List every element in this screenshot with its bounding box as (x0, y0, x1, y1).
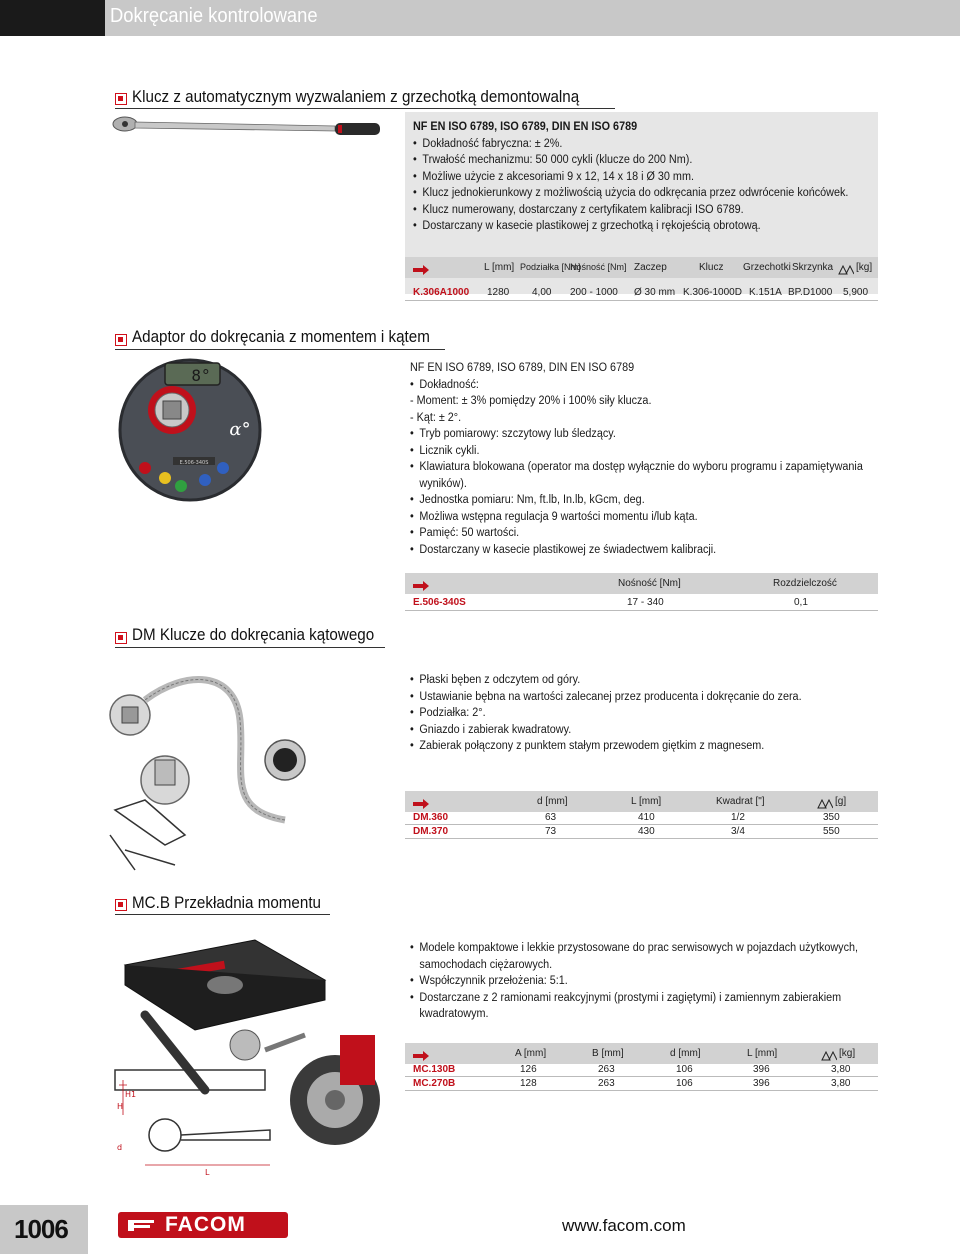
product-ref: K.306A1000 (413, 287, 470, 298)
spec-line: • Dostarczany w kasecie plastikowej ze świadectwem kalibracji. (410, 542, 880, 559)
col-header: [kg] (856, 262, 873, 273)
section-square-icon (115, 632, 127, 644)
spec-line: • Ustawianie bębna na wartości zalecanej przez producenta i dokręcanie do zera. (410, 689, 880, 706)
spec-line: • Klucz jednokierunkowy z możliwością użycia do odkręcania przez odwrócenie końcówek. (413, 185, 883, 202)
spec-list-4 (410, 940, 880, 1023)
arrow-icon (413, 262, 429, 272)
dim-label: L (205, 1168, 210, 1177)
row-divider (405, 824, 878, 825)
dim-label: H1 (125, 1090, 137, 1099)
table-cell: K.151A (749, 287, 782, 298)
col-header: Zaczep (634, 262, 667, 273)
table-cell: 1/2 (731, 812, 745, 823)
page-title: Dokręcanie kontrolowane (110, 5, 318, 27)
spec-line: - Kąt: ± 2°. (410, 411, 462, 424)
table-cell: 3,80 (831, 1064, 851, 1075)
torque-wrench-image (105, 110, 405, 150)
col-header: [kg] (839, 1048, 856, 1059)
spec-line: • Gniazdo i zabierak kwadratowy. (410, 722, 880, 739)
section-square-icon (115, 93, 127, 105)
page-number: 1006 (14, 1214, 68, 1244)
product-ref: DM.360 (413, 812, 449, 823)
table-cell: 200 - 1000 (570, 287, 618, 298)
section-square-icon (115, 334, 127, 346)
col-header: Skrzynka (792, 262, 834, 273)
spec-line: • Zabierak połączony z punktem stałym przewodem giętkim z magnesem. (410, 738, 880, 755)
table-cell: 106 (676, 1078, 693, 1089)
table-cell: 3/4 (731, 826, 745, 837)
table-cell: 106 (676, 1064, 693, 1075)
table-cell: 1280 (487, 287, 510, 298)
col-header: d [mm] (670, 1048, 701, 1059)
spec-list-2 (410, 360, 880, 558)
col-header: Nośność [Nm] (570, 262, 627, 272)
spec-line: • Możliwa wstępna regulacja 9 wartości momentu i/lub kąta. (410, 509, 880, 526)
section-underline (115, 108, 615, 109)
arrow-icon (413, 1048, 429, 1058)
table-cell: 0,1 (794, 597, 808, 608)
col-header: Rozdzielczość (773, 578, 837, 589)
section-title-torque-angle-adaptor: Adaptor do dokręcania z momentem i kątem (132, 328, 430, 346)
row-divider (405, 300, 878, 301)
angle-wrench-image (105, 660, 335, 880)
table-cell: 263 (598, 1078, 615, 1089)
table-cell: 550 (823, 826, 840, 837)
row-divider (405, 1090, 878, 1091)
table-cell: 126 (520, 1064, 537, 1075)
col-header: A [mm] (515, 1048, 547, 1059)
spec-line: • Klucz numerowany, dostarczany z certyfikatem kalibracji ISO 6789. (413, 202, 883, 219)
display-readout: 8° (191, 366, 211, 385)
row-divider (405, 838, 878, 839)
spec-line: wyników). (419, 477, 467, 490)
spec-line: • Modele kompaktowe i lekkie przystosowane do prac serwisowych w pojazdach użytkowych, (410, 940, 880, 957)
spec-line: NF EN ISO 6789, ISO 6789, DIN EN ISO 6789 (410, 362, 635, 374)
table-cell: K.306-1000D (683, 287, 742, 298)
section-underline (115, 914, 330, 915)
spec-line: kwadratowym. (419, 1008, 489, 1020)
product-ref: MC.270B (413, 1078, 456, 1089)
col-header: Grzechotki (743, 262, 791, 273)
table-cell: 17 - 340 (627, 597, 664, 608)
table-cell: 350 (823, 812, 840, 823)
spec-list-1 (413, 119, 883, 235)
table-cell: 5,900 (843, 287, 869, 298)
arrow-icon (413, 796, 429, 806)
product-ref: DM.370 (413, 826, 449, 837)
spec-line: • Możliwe użycie z akcesoriami 9 x 12, 14 x 18 i Ø 30 mm. (413, 169, 883, 186)
spec-line: • Dokładność fabryczna: ± 2%. (413, 136, 883, 153)
row-divider (405, 610, 878, 611)
facom-logo-icon (126, 1218, 158, 1237)
spec-line: • Licznik cykli. (410, 443, 880, 460)
spec-line: • Dostarczany w kasecie plastikowej z grzechotką i rękojeścią obrotową. (413, 218, 883, 235)
section-underline (115, 349, 445, 350)
table-cell: 396 (753, 1078, 770, 1089)
col-header: Klucz (699, 262, 724, 273)
table-header-4 (405, 1043, 878, 1064)
section-title-ratchet-wrench: Klucz z automatycznym wyzwalaniem z grzechotką demontowalną (132, 88, 580, 106)
spec-line: • Klawiatura blokowana (operator ma dostęp wyłącznie do wyboru programu i zapamiętywania (410, 459, 880, 476)
col-header: B [mm] (592, 1048, 624, 1059)
website-link[interactable]: www.facom.com (562, 1216, 686, 1235)
table-cell: 4,00 (532, 287, 552, 298)
spec-line: • Tryb pomiarowy: szczytowy lub śledzący. (410, 426, 880, 443)
digital-adaptor-image (115, 355, 265, 505)
product-ref: MC.130B (413, 1064, 456, 1075)
dim-label: d (117, 1143, 123, 1152)
col-header: L [mm] (747, 1048, 778, 1059)
col-header: L [mm] (484, 262, 515, 273)
spec-line: • Trwałość mechanizmu: 50 000 cykli (klucze do 200 Nm). (413, 152, 883, 169)
spec-line: • Podziałka: 2°. (410, 705, 880, 722)
table-cell: 73 (545, 826, 557, 837)
torque-multiplier-image (105, 925, 395, 1185)
spec-line: • Dostarczane z 2 ramionami reakcyjnymi (prostymi i zagiętymi) i zamiennym zabierakiem (410, 990, 880, 1007)
product-ref: E.506-340S (413, 597, 466, 608)
table-cell: 410 (638, 812, 655, 823)
brand-name: FACOM (165, 1213, 246, 1236)
col-header: [g] (835, 796, 847, 807)
spec-line: - Moment: ± 3% pomiędzy 20% i 100% siły klucza. (410, 395, 652, 407)
table-cell: 396 (753, 1064, 770, 1075)
table-cell: 430 (638, 826, 655, 837)
table-cell: 63 (545, 812, 557, 823)
table-cell: BP.D1000 (788, 287, 833, 298)
table-cell: 263 (598, 1064, 615, 1075)
col-header: Podziałka [Nm] (520, 262, 581, 272)
spec-line: • Jednostka pomiaru: Nm, ft.lb, In.lb, kGcm, deg. (410, 492, 880, 509)
spec-line: NF EN ISO 6789, ISO 6789, DIN EN ISO 6789 (413, 121, 638, 133)
section-underline (115, 647, 385, 648)
spec-line: • Płaski bęben z odczytem od góry. (410, 672, 880, 689)
spec-list-3 (410, 672, 880, 755)
spec-line: • Pamięć: 50 wartości. (410, 525, 880, 542)
table-cell: 128 (520, 1078, 537, 1089)
col-header: d [mm] (537, 796, 568, 807)
table-cell: 3,80 (831, 1078, 851, 1089)
col-header: Nośność [Nm] (618, 578, 681, 589)
dim-label: H (117, 1102, 124, 1111)
section-square-icon (115, 899, 127, 911)
col-header: L [mm] (631, 796, 662, 807)
col-header: Kwadrat ["] (716, 796, 765, 807)
spec-line: • Współczynnik przełożenia: 5:1. (410, 973, 880, 990)
spec-line: samochodach ciężarowych. (419, 958, 553, 971)
section-title-torque-multiplier: MC.B Przekładnia momentu (132, 894, 321, 912)
row-divider (405, 1076, 878, 1077)
weight-icon (838, 262, 854, 280)
section-title-angle-wrenches: DM Klucze do dokręcania kątowego (132, 626, 375, 644)
spec-line: • Dokładność: (410, 377, 880, 394)
device-model-label: E.506-340S (179, 460, 209, 466)
header-black-block (0, 0, 105, 36)
alpha-symbol: α° (229, 419, 251, 440)
table-cell: Ø 30 mm (634, 287, 676, 298)
arrow-icon (413, 578, 429, 588)
